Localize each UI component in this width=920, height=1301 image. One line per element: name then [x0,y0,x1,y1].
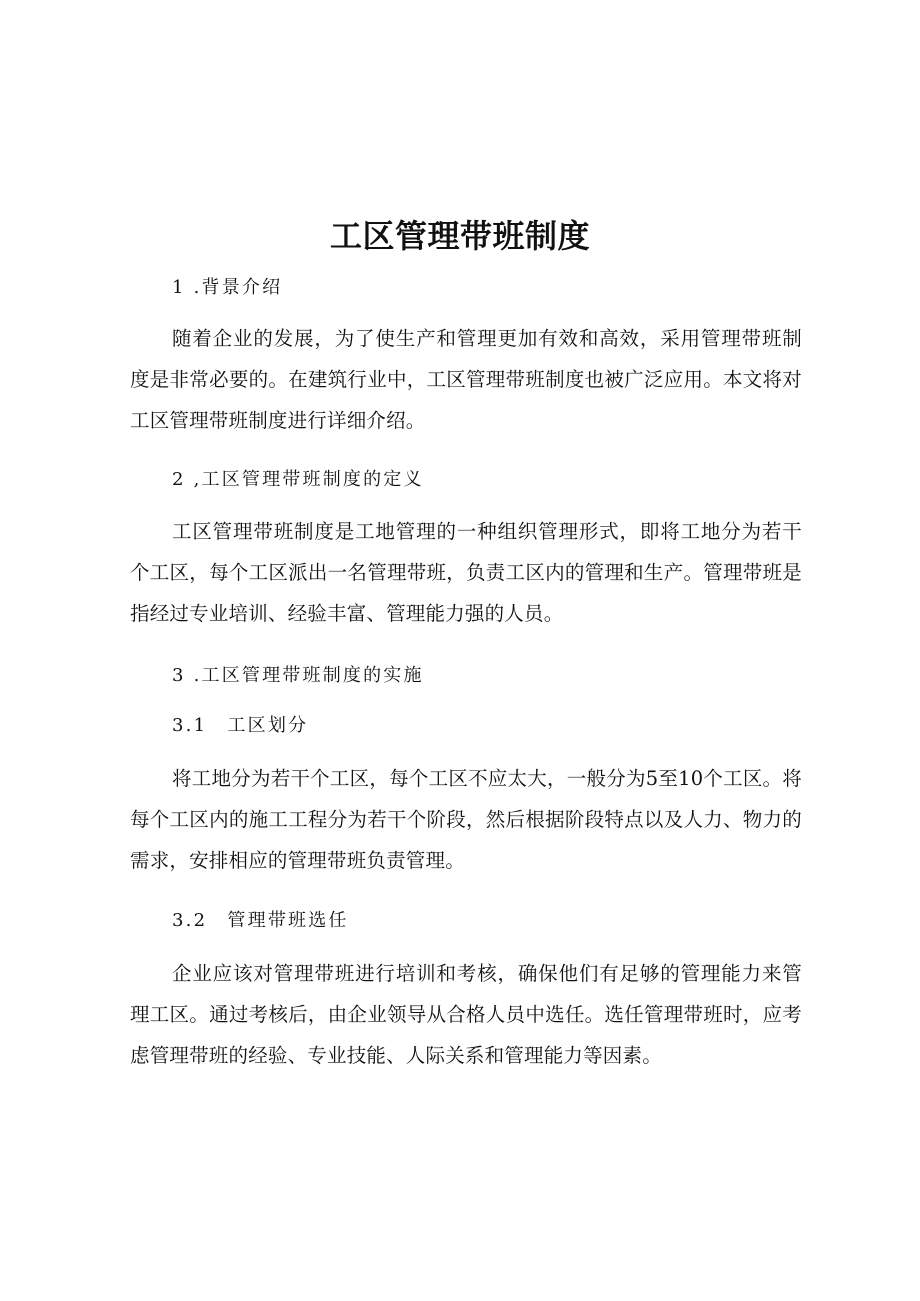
subsection-paragraph-zone-division: 将工地分为若干个工区，每个工区不应太大，一般分为5至10个工区。将每个工区内的施工工程分为若干个阶段，然后根据阶段特点以及人力、物力的需求，安排相应的管理带班负责管理。 [130,767,802,872]
section-paragraph-background: 随着企业的发展，为了使生产和管理更加有效和高效，采用管理带班制度是非常必要的。在建筑行业中，工区管理带班制度也被广泛应用。本文将对工区管理带班制度进行详细介绍。 [130,327,802,432]
section-heading-definition: 2 ,工区管理带班制度的定义 [172,469,424,490]
subsection-heading-leader-selection: 3.2 管理带班选任 [172,910,349,931]
document-title: 工区管理带班制度 [329,217,590,255]
section-paragraph-definition: 工区管理带班制度是工地管理的一种组织管理形式，即将工地分为若干个工区，每个工区派出一名管理带班，负责工区内的管理和生产。管理带班是指经过专业培训、经验丰富、管理能力强的人员。 [130,520,802,625]
subsection-paragraph-leader-selection: 企业应该对管理带班进行培训和考核，确保他们有足够的管理能力来管理工区。通过考核后，由企业领导从合格人员中选任。选任管理带班时，应考虑管理带班的经验、专业技能、人际关系和管理能力等因素。 [130,962,802,1067]
section-heading-background: 1 .背景介绍 [172,277,283,298]
section-heading-implementation: 3 .工区管理带班制度的实施 [172,665,424,686]
subsection-heading-zone-division: 3.1 工区划分 [172,715,309,736]
